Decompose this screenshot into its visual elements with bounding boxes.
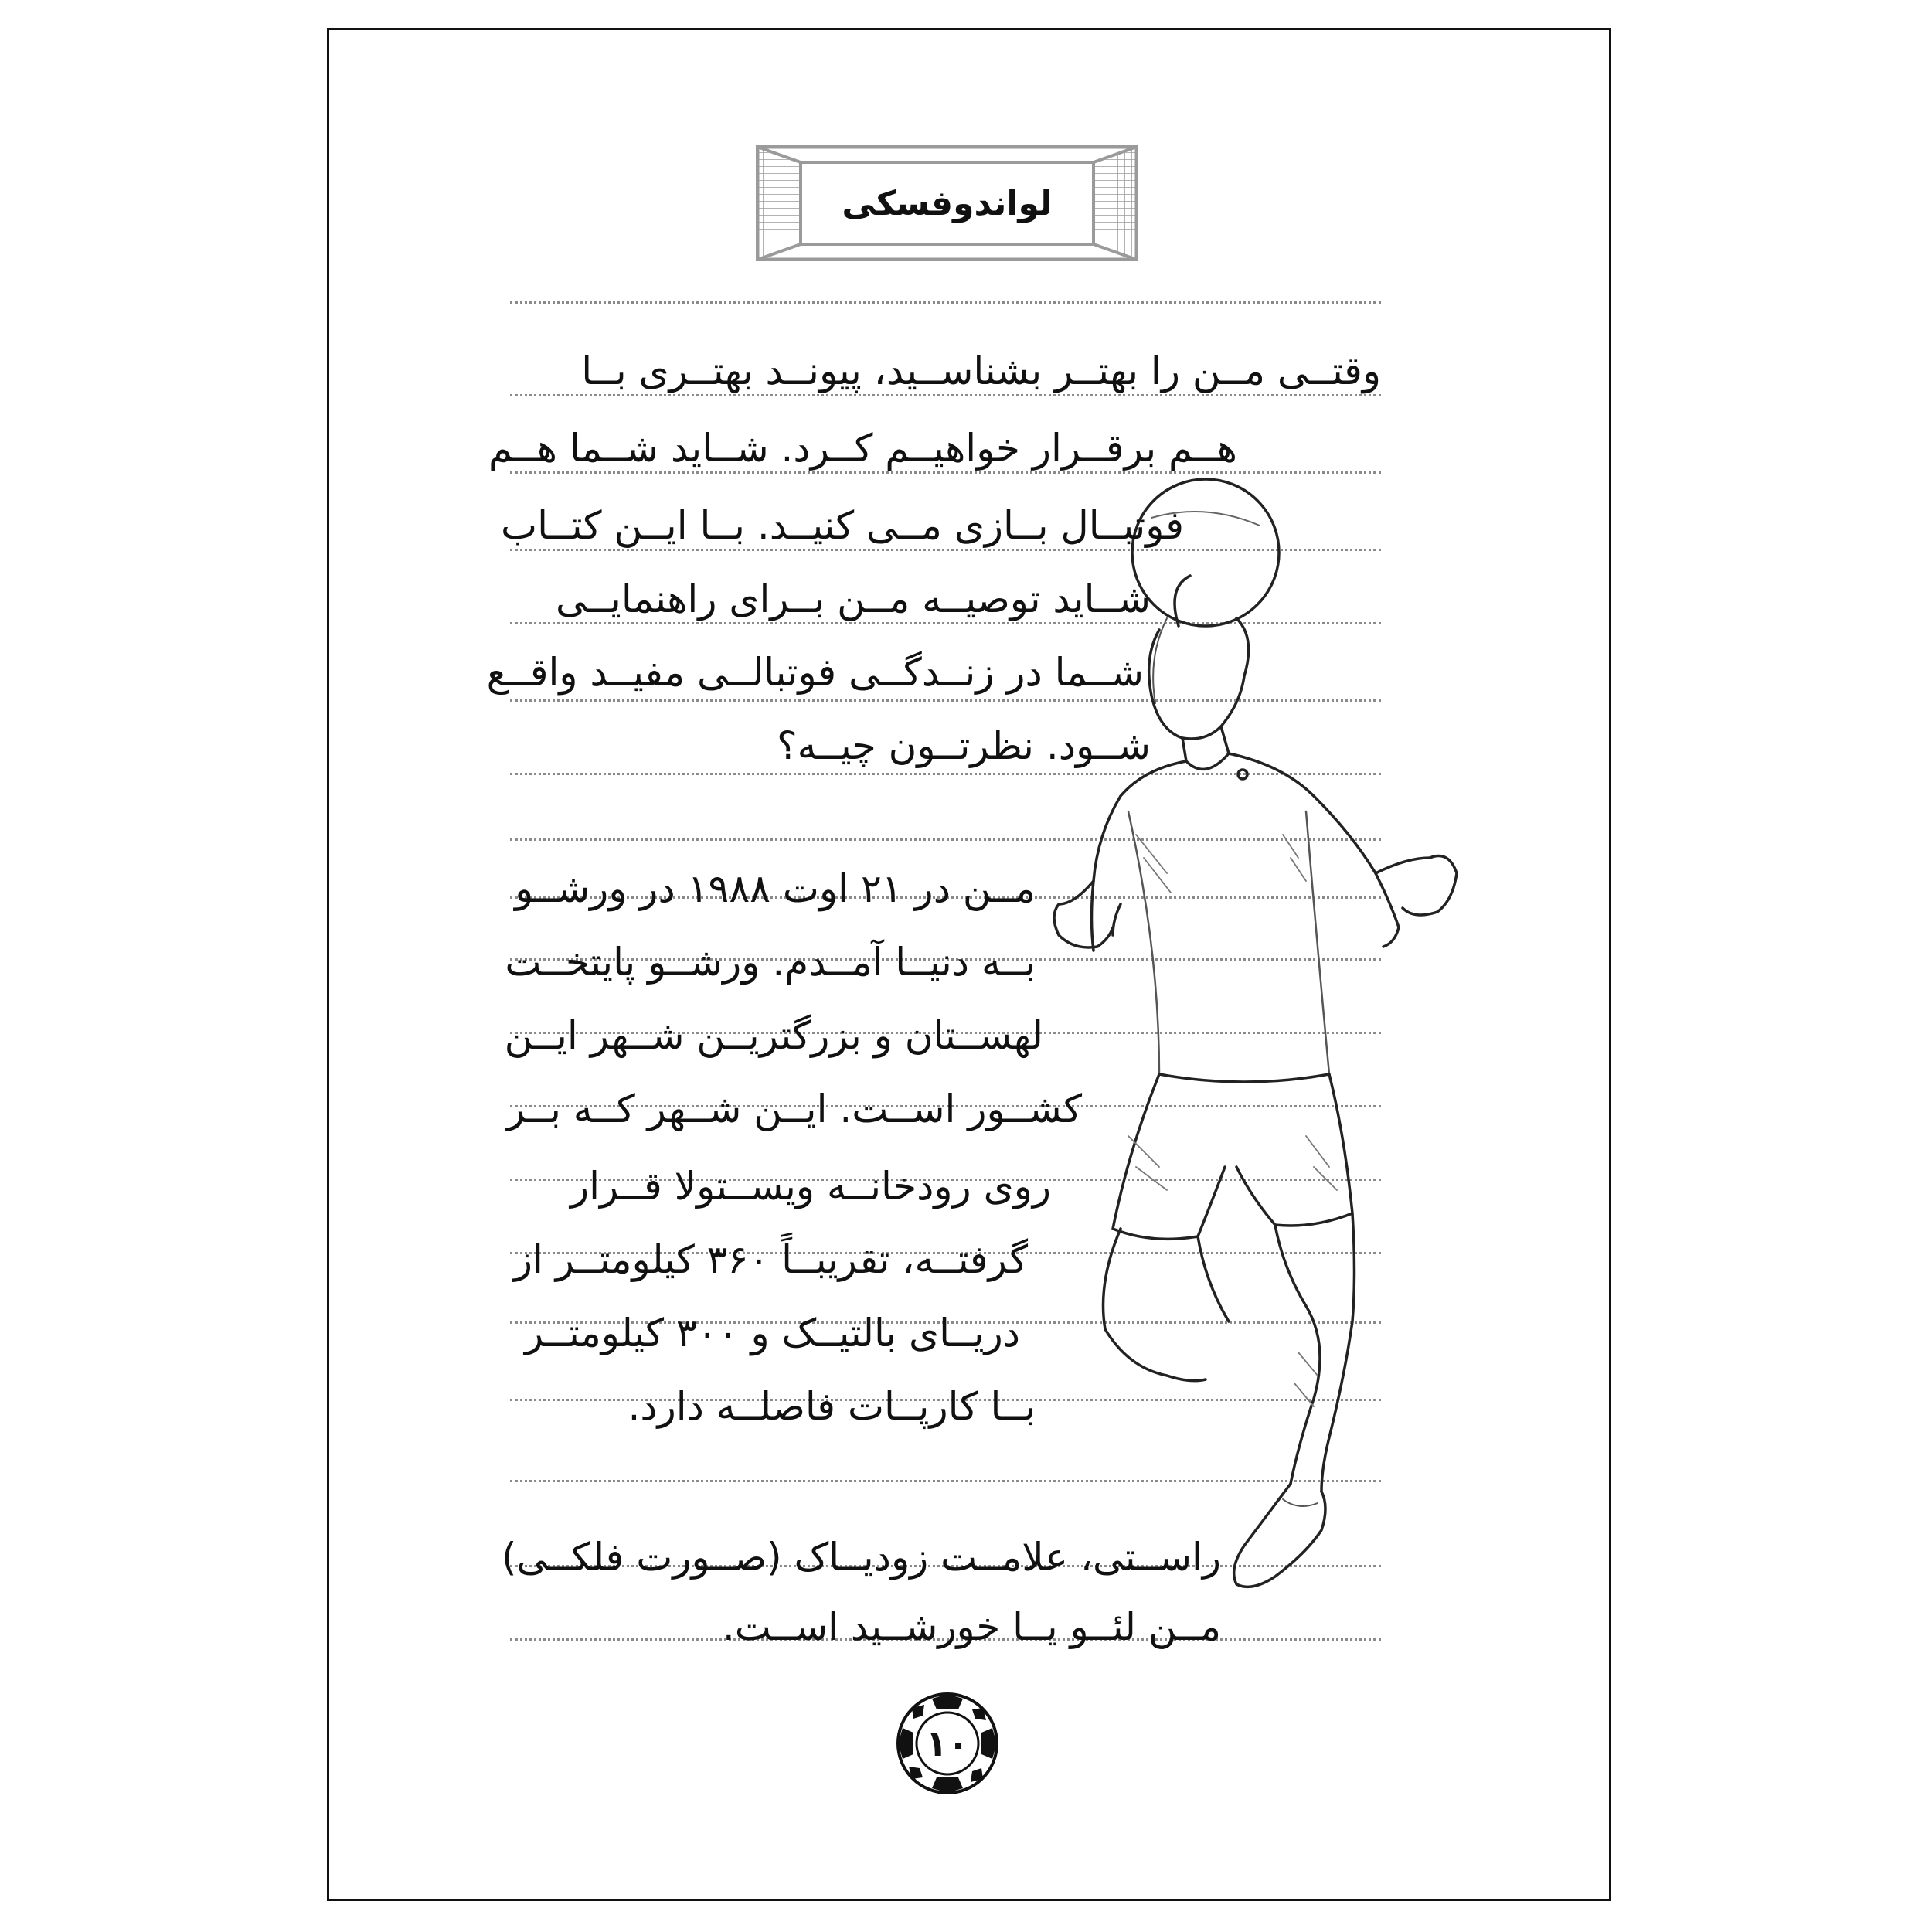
text-line: لهســتان و بزرگتریــن شــهر ایــن [504, 1013, 1043, 1058]
chapter-title-box [756, 145, 1138, 261]
text-line: شــود. نظرتــون چیــه؟ [777, 723, 1151, 768]
text-line: مــن لئــو یــا خورشــید اســت. [722, 1604, 1221, 1649]
text-line: هــم برقــرار خواهیــم کــرد. شــاید شــما هــم [488, 426, 1237, 471]
page-number: ۱۰ [925, 1723, 970, 1764]
text-line: وقتــی مــن را بهتــر بشناســید، پیونــد بهتــری بــا [581, 349, 1381, 393]
ruled-line [510, 301, 1381, 304]
text-line: فوتبــال بــازی مــی کنیــد. بــا ایــن کتــاب [501, 503, 1184, 548]
text-line: شــما در زنــدگــی فوتبالــی مفیــد واقــع [486, 650, 1144, 695]
text-line: روی رودخانــه ویســتولا قــرار [570, 1164, 1051, 1209]
text-line: راســتی، علامــت زودیــاک (صــورت فلکــی) [501, 1535, 1221, 1580]
text-line: شــاید توصیــه مــن بــرای راهنمایــی [555, 577, 1151, 621]
text-line: بــا کارپــات فاصلــه دارد. [628, 1384, 1036, 1429]
text-line: دریــای بالتیــک و ۳۰۰ کیلومتــر [525, 1311, 1020, 1355]
text-line: گرفتــه، تقریبــاً ۳۶۰ کیلومتــر از [513, 1237, 1028, 1282]
text-line: بــه دنیــا آمــدم. ورشــو پایتخــت [505, 940, 1036, 985]
text-line: مــن در ۲۱ اوت ۱۹۸۸ در ورشــو [515, 866, 1036, 911]
text-line: کشــور اســت. ایــن شــهر کــه بــر [506, 1087, 1082, 1131]
chapter-title: لواندوفسکی [842, 183, 1053, 223]
